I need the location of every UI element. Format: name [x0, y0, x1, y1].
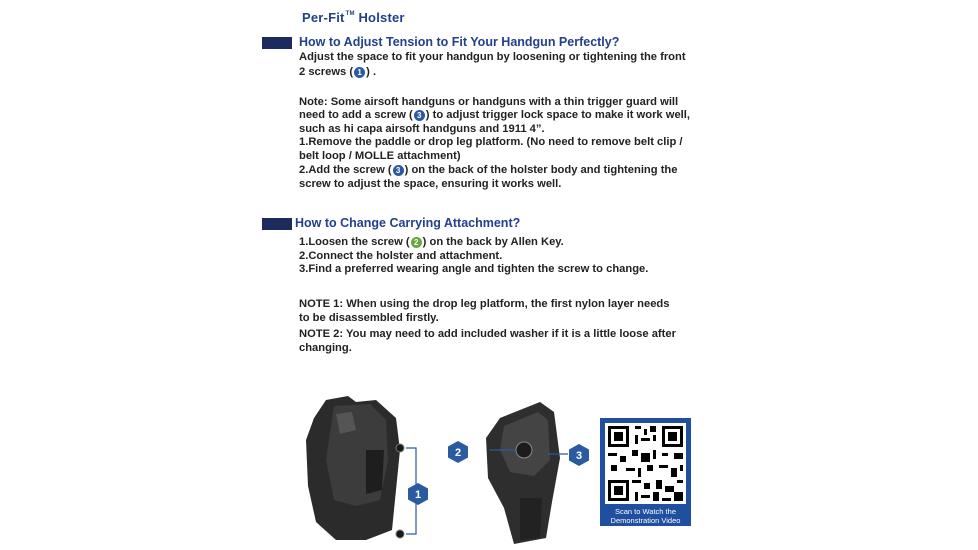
section2-step2: 2.Connect the holster and attachment. — [299, 250, 503, 262]
marker-2-label: 2 — [454, 447, 462, 459]
title-brand: Per-Fit — [302, 10, 345, 25]
qr-caption-line1: Scan to Watch the — [614, 507, 676, 516]
marker-1-icon — [407, 482, 429, 506]
section1-step1b: belt loop / MOLLE attachment) — [299, 150, 461, 162]
text-fragment: You may need to add included washer if it is a little loose after — [343, 328, 676, 340]
section1-note-line2 — [299, 108, 690, 122]
text-fragment: ) . — [366, 66, 377, 78]
text-fragment: When using the drop leg platform, the first nylon layer needs — [343, 298, 670, 310]
holster-back-image — [470, 398, 583, 548]
section1-heading: How to Adjust Tension to Fit Your Handgun Perfectly? — [299, 35, 620, 49]
section2-note2-line2: changing. — [299, 342, 352, 354]
section2-note2-line1 — [299, 327, 676, 341]
marker-2-icon: 2 — [411, 237, 422, 248]
section-bar-icon — [262, 218, 292, 230]
section1-step2b: screw to adjust the space, ensuring it works well. — [299, 178, 562, 190]
section1-note-line1 — [299, 95, 678, 109]
marker-3-icon: 3 — [393, 165, 404, 176]
text-fragment: need to add a screw ( — [299, 109, 413, 121]
section1-line1: Adjust the space to fit your handgun by loosening or tightening the front — [299, 51, 686, 63]
text-fragment: Some airsoft handguns or handguns with a thin trigger guard will — [327, 96, 679, 108]
qr-caption-line2: Demonstration Video — [610, 516, 681, 525]
section2-note1-line1 — [299, 297, 669, 311]
marker-2-icon — [447, 440, 469, 464]
note1-label: NOTE 1: — [299, 298, 344, 310]
text-fragment: 1.Loosen the screw ( — [299, 236, 410, 248]
section2-step3: 3.Find a preferred wearing angle and tighten the screw to change. — [299, 263, 649, 275]
section1-step1a: 1.Remove the paddle or drop leg platform. (No need to remove belt clip / — [299, 136, 683, 148]
qr-code-card[interactable] — [600, 418, 691, 526]
text-fragment: ) on the back by Allen Key. — [422, 236, 564, 248]
section1-step2a — [299, 163, 678, 177]
holster-front-image — [296, 390, 436, 550]
qr-code-icon — [605, 423, 686, 504]
text-fragment: 2.Add the screw ( — [299, 164, 392, 176]
qr-code[interactable] — [605, 423, 686, 504]
page-title — [302, 10, 405, 25]
section1-note-line3: such as hi capa airsoft handguns and 1911 4”. — [299, 123, 545, 135]
text-fragment: ) to adjust trigger lock space to make it work well, — [425, 109, 690, 121]
note-label: Note: — [299, 96, 328, 108]
marker-3-icon — [568, 443, 590, 467]
trademark-mark: TM — [345, 10, 355, 17]
text-fragment: ) on the back of the holster body and tightening the — [404, 164, 678, 176]
marker-3-label: 3 — [575, 450, 583, 462]
text-fragment: 2 screws ( — [299, 66, 354, 78]
section1-line2 — [299, 65, 376, 79]
marker-1-label: 1 — [414, 489, 422, 501]
note2-label: NOTE 2: — [299, 328, 344, 340]
section2-note1-line2: to be disassembled firstly. — [299, 312, 439, 324]
section2-step1 — [299, 235, 564, 249]
section2-heading: How to Change Carrying Attachment? — [295, 216, 521, 230]
marker-1-icon: 1 — [354, 67, 365, 78]
section-bar-icon — [262, 37, 292, 49]
marker-3-icon: 3 — [414, 110, 425, 121]
title-suffix: Holster — [358, 10, 405, 25]
